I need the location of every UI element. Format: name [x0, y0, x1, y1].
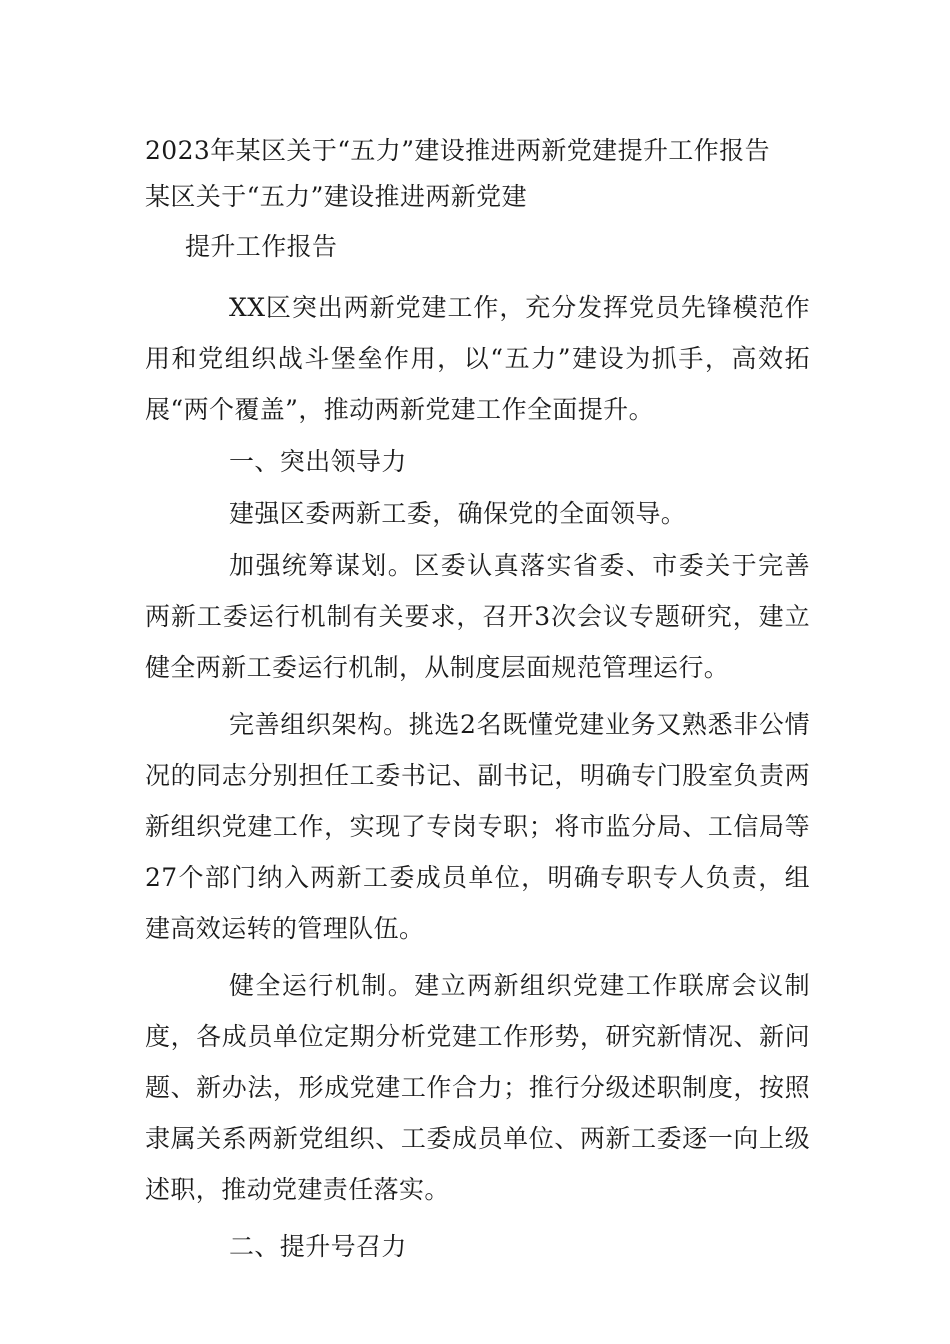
paragraph-mechanism: 健全运行机制。建立两新组织党建工作联席会议制度，各成员单位定期分析党建工作形势，研究新情况、新问题、新办法，形成党建工作合力；推行分级述职制度，按照隶属关系两新党组织、工委成员单位、两新工委逐一向上级述职，推动党建责任落实。 — [145, 971, 810, 1204]
intro-paragraph: XX区突出两新党建工作，充分发挥党员先锋模范作用和党组织战斗堡垒作用，以“五力”建设为抓手，高效拓展“两个覆盖”，推动两新党建工作全面提升。 — [145, 293, 810, 424]
paragraph-planning: 加强统筹谋划。区委认真落实省委、市委关于完善两新工委运行机制有关要求，召开3次会议专题研究，建立健全两新工委运行机制，从制度层面规范管理运行。 — [145, 551, 810, 682]
paragraph-structure: 完善组织架构。挑选2名既懂党建业务又熟悉非公情况的同志分别担任工委书记、副书记，明确专门股室负责两新组织党建工作，实现了专岗专职；将市监分局、工信局等27个部门纳入两新工委成员单位，明确专职专人负责，组建高效运转的管理队伍。 — [145, 710, 810, 943]
document-title-line-3: 提升工作报告 — [185, 232, 338, 261]
document-title-line-2: 某区关于“五力”建设推进两新党建 — [145, 182, 527, 211]
section-1-heading: 一、突出领导力 — [229, 447, 407, 476]
document-title-line-1: 2023年某区关于“五力”建设推进两新党建提升工作报告 — [145, 136, 770, 165]
document-body — [145, 128, 810, 1272]
section-2-heading: 二、提升号召力 — [229, 1232, 407, 1261]
section-1-subheading: 建强区委两新工委，确保党的全面领导。 — [229, 499, 687, 528]
